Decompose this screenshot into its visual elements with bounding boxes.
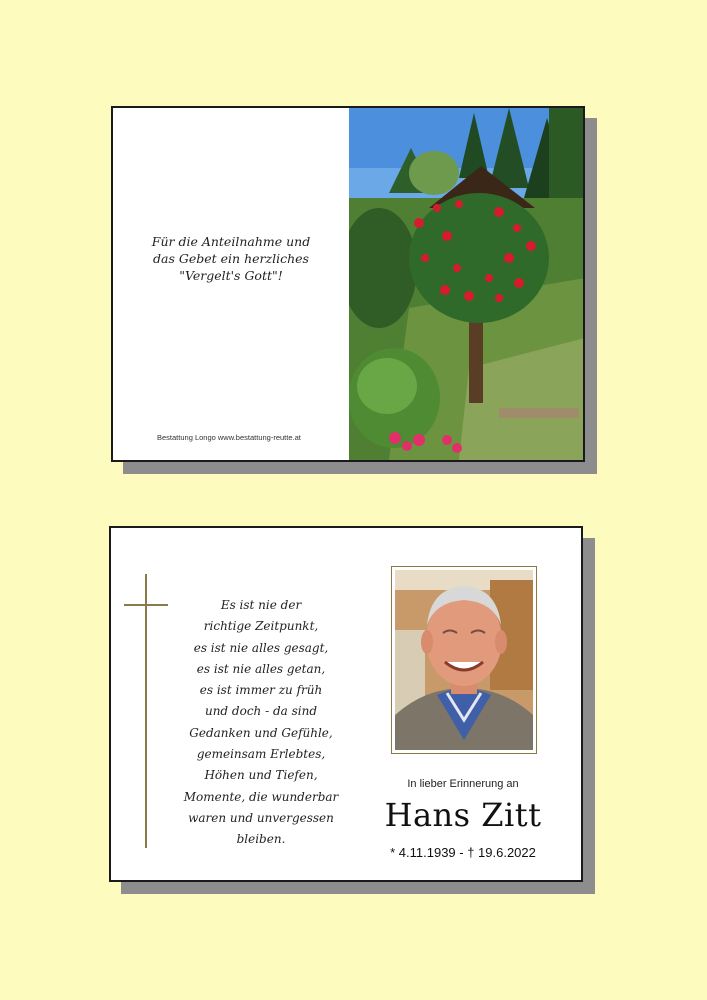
cross-icon — [145, 574, 147, 848]
thanks-line: das Gebet ein herzliches — [153, 251, 309, 266]
portrait-frame — [391, 566, 537, 754]
in-memory-label: In lieber Erinnerung an — [407, 778, 519, 790]
portrait-photo — [395, 570, 533, 750]
thank-you-card — [111, 106, 585, 462]
poem-line: es ist immer zu früh — [199, 683, 323, 698]
thanks-line: Für die Anteilnahme und — [151, 234, 311, 249]
poem-line: es ist nie alles gesagt, — [193, 640, 329, 655]
funeral-home-footer: Bestattung Longo www.bestattung-reutte.at — [157, 433, 301, 442]
poem-line: waren und unvergessen — [188, 810, 334, 825]
poem-line: es ist nie alles getan, — [196, 661, 326, 676]
memorial-card — [109, 526, 583, 882]
garden-shrine-photo — [349, 108, 585, 460]
poem-line: Momente, die wunderbar — [183, 789, 339, 804]
poem-line: Gedanken und Gefühle, — [189, 725, 333, 740]
poem-line: gemeinsam Erlebtes, — [196, 747, 326, 762]
life-dates: * 4.11.1939 - † 19.6.2022 — [390, 845, 536, 860]
poem-line: richtige Zeitpunkt, — [203, 619, 319, 634]
thank-you-text — [113, 233, 349, 284]
poem-line: bleiben. — [236, 832, 286, 847]
poem-line: Es ist nie der — [220, 598, 302, 612]
memorial-poem — [171, 595, 351, 851]
thanks-line: "Vergelt's Gott"! — [179, 268, 283, 283]
poem-line: Höhen und Tiefen, — [204, 768, 318, 783]
deceased-name: Hans Zitt — [384, 796, 542, 834]
poem-line: und doch - da sind — [204, 704, 318, 719]
cross-icon-bar — [124, 604, 168, 606]
